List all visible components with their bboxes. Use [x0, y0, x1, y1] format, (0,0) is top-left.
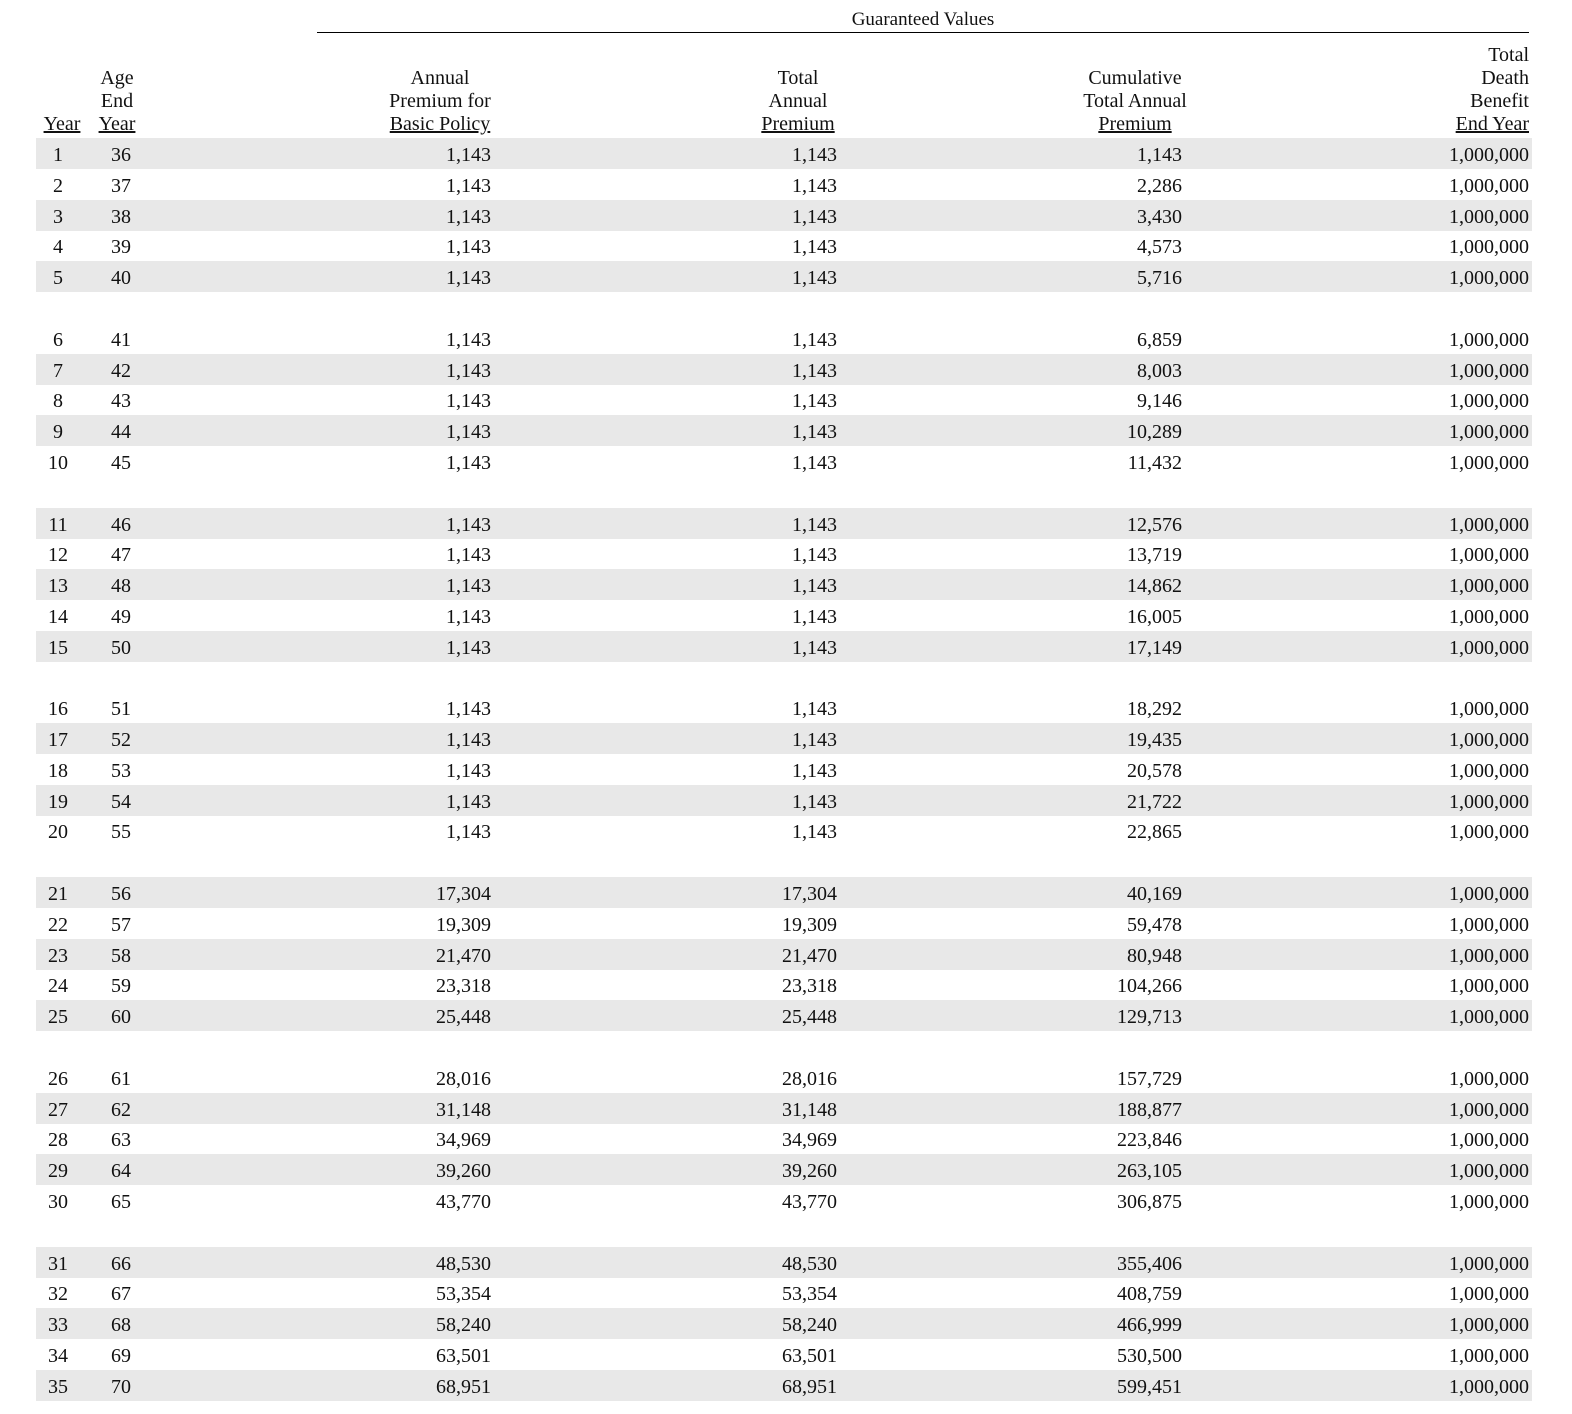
cell-age-end-year: 56 — [111, 883, 131, 905]
table-row — [36, 908, 1532, 939]
cell-year: 10 — [48, 451, 68, 474]
cell-total-death-benefit: 1,000,000 — [1449, 236, 1529, 259]
cell-total-death-benefit: 1,000,000 — [1449, 1252, 1529, 1275]
table-row — [36, 200, 1532, 231]
cell-age-end-year: 43 — [111, 390, 131, 413]
cell-total-death-benefit: 1,000,000 — [1449, 1129, 1529, 1152]
cell-annual-premium-basic: 17,304 — [436, 883, 491, 905]
cell-year: 8 — [53, 390, 63, 413]
cell-total-death-benefit: 1,000,000 — [1449, 575, 1529, 597]
cell-total-annual-premium: 1,143 — [792, 421, 837, 443]
cell-total-death-benefit: 1,000,000 — [1449, 944, 1529, 967]
cell-cumulative-premium: 21,722 — [1127, 790, 1182, 813]
cell-year: 21 — [48, 883, 68, 905]
cell-total-annual-premium: 1,143 — [792, 267, 837, 289]
col-header-total-annual-premium — [743, 40, 853, 136]
cell-year: 5 — [53, 267, 63, 289]
cell-total-death-benefit: 1,000,000 — [1449, 1006, 1529, 1028]
cell-total-annual-premium: 1,143 — [792, 636, 837, 659]
cell-age-end-year: 50 — [111, 636, 131, 659]
cell-cumulative-premium: 157,729 — [1117, 1067, 1182, 1090]
cell-cumulative-premium: 14,862 — [1127, 575, 1182, 597]
cell-age-end-year: 57 — [111, 913, 131, 936]
cell-year: 34 — [48, 1344, 68, 1367]
cell-annual-premium-basic: 1,143 — [446, 821, 491, 844]
cell-year: 1 — [53, 144, 63, 166]
table-row — [36, 754, 1532, 785]
cell-year: 22 — [48, 913, 68, 936]
cell-annual-premium-basic: 1,143 — [446, 575, 491, 597]
cell-year: 25 — [48, 1006, 68, 1028]
cell-annual-premium-basic: 19,309 — [436, 913, 491, 936]
cell-year: 32 — [48, 1283, 68, 1306]
col-header-death-line: Total — [1488, 44, 1529, 66]
cell-total-death-benefit: 1,000,000 — [1449, 1283, 1529, 1306]
cell-year: 13 — [48, 575, 68, 597]
cell-cumulative-premium: 1,143 — [1137, 144, 1182, 166]
cell-total-annual-premium: 1,143 — [792, 451, 837, 474]
cell-total-death-benefit: 1,000,000 — [1449, 1344, 1529, 1367]
cell-annual-premium-basic: 1,143 — [446, 144, 491, 166]
cell-cumulative-premium: 6,859 — [1137, 328, 1182, 351]
cell-annual-premium-basic: 1,143 — [446, 698, 491, 721]
cell-cumulative-premium: 22,865 — [1127, 821, 1182, 844]
cell-annual-premium-basic: 43,770 — [436, 1190, 491, 1213]
cell-total-annual-premium: 1,143 — [792, 790, 837, 813]
cell-total-death-benefit: 1,000,000 — [1449, 144, 1529, 166]
cell-age-end-year: 61 — [111, 1067, 131, 1090]
cell-age-end-year: 48 — [111, 575, 131, 597]
cell-cumulative-premium: 20,578 — [1127, 759, 1182, 782]
table-row — [36, 230, 1532, 261]
table-row — [36, 138, 1532, 169]
cell-cumulative-premium: 466,999 — [1117, 1314, 1182, 1336]
cell-cumulative-premium: 306,875 — [1117, 1190, 1182, 1213]
cell-annual-premium-basic: 39,260 — [436, 1160, 491, 1182]
col-header-death-line: Benefit — [1470, 90, 1529, 112]
cell-annual-premium-basic: 58,240 — [436, 1314, 491, 1336]
cell-year: 14 — [48, 605, 68, 628]
cell-annual-premium-basic: 1,143 — [446, 236, 491, 259]
cell-total-annual-premium: 19,309 — [782, 913, 837, 936]
col-header-year-line: Year — [43, 113, 81, 135]
table-row — [36, 1123, 1532, 1154]
cell-total-annual-premium: 1,143 — [792, 390, 837, 413]
cell-year: 4 — [53, 236, 63, 259]
cell-annual-premium-basic: 1,143 — [446, 421, 491, 443]
table-row — [36, 1185, 1532, 1216]
cell-year: 30 — [48, 1190, 68, 1213]
cell-total-annual-premium: 1,143 — [792, 729, 837, 751]
cell-total-annual-premium: 53,354 — [782, 1283, 837, 1306]
cell-total-annual-premium: 28,016 — [782, 1067, 837, 1090]
cell-total-death-benefit: 1,000,000 — [1449, 759, 1529, 782]
col-header-cumulative-line: Cumulative — [1088, 67, 1182, 89]
cell-total-death-benefit: 1,000,000 — [1449, 975, 1529, 998]
cell-cumulative-premium: 40,169 — [1127, 883, 1182, 905]
cell-total-death-benefit: 1,000,000 — [1449, 729, 1529, 751]
cell-total-death-benefit: 1,000,000 — [1449, 790, 1529, 813]
cell-age-end-year: 65 — [111, 1190, 131, 1213]
cell-age-end-year: 40 — [111, 267, 131, 289]
table-row — [36, 446, 1532, 477]
cell-cumulative-premium: 188,877 — [1117, 1098, 1182, 1121]
cell-annual-premium-basic: 34,969 — [436, 1129, 491, 1152]
cell-total-death-benefit: 1,000,000 — [1449, 174, 1529, 197]
table-row — [36, 508, 1532, 539]
cell-total-death-benefit: 1,000,000 — [1449, 821, 1529, 844]
cell-year: 35 — [48, 1375, 68, 1398]
cell-age-end-year: 47 — [111, 544, 131, 567]
cell-cumulative-premium: 4,573 — [1137, 236, 1182, 259]
col-header-total-line: Premium — [761, 113, 835, 135]
cell-annual-premium-basic: 1,143 — [446, 267, 491, 289]
cell-total-death-benefit: 1,000,000 — [1449, 205, 1529, 228]
cell-annual-premium-basic: 53,354 — [436, 1283, 491, 1306]
cell-cumulative-premium: 10,289 — [1127, 421, 1182, 443]
col-header-cumulative-line: Total Annual — [1083, 90, 1187, 112]
cell-annual-premium-basic: 1,143 — [446, 544, 491, 567]
col-header-total-line: Total — [777, 67, 819, 89]
cell-total-annual-premium: 23,318 — [782, 975, 837, 998]
table-row — [36, 384, 1532, 415]
cell-total-annual-premium: 1,143 — [792, 144, 837, 166]
cell-cumulative-premium: 17,149 — [1127, 636, 1182, 659]
table-row — [36, 723, 1532, 754]
table-row — [36, 1247, 1532, 1278]
cell-total-annual-premium: 25,448 — [782, 1006, 837, 1028]
cell-total-death-benefit: 1,000,000 — [1449, 451, 1529, 474]
cell-age-end-year: 45 — [111, 451, 131, 474]
cell-cumulative-premium: 16,005 — [1127, 605, 1182, 628]
col-header-age-line: Year — [98, 113, 136, 135]
cell-annual-premium-basic: 68,951 — [436, 1375, 491, 1398]
cell-annual-premium-basic: 48,530 — [436, 1252, 491, 1275]
cell-age-end-year: 38 — [111, 205, 131, 228]
cell-total-death-benefit: 1,000,000 — [1449, 513, 1529, 536]
cell-cumulative-premium: 129,713 — [1117, 1006, 1182, 1028]
table-row — [36, 569, 1532, 600]
cell-annual-premium-basic: 1,143 — [446, 359, 491, 382]
cell-total-death-benefit: 1,000,000 — [1449, 1160, 1529, 1182]
cell-total-death-benefit: 1,000,000 — [1449, 544, 1529, 567]
table-row — [36, 785, 1532, 816]
cell-age-end-year: 53 — [111, 759, 131, 782]
cell-total-annual-premium: 1,143 — [792, 544, 837, 567]
cell-annual-premium-basic: 25,448 — [436, 1006, 491, 1028]
cell-total-death-benefit: 1,000,000 — [1449, 1190, 1529, 1213]
col-header-death-line: End Year — [1455, 113, 1529, 135]
cell-age-end-year: 60 — [111, 1006, 131, 1028]
cell-annual-premium-basic: 1,143 — [446, 328, 491, 351]
cell-age-end-year: 37 — [111, 174, 131, 197]
cell-total-death-benefit: 1,000,000 — [1449, 698, 1529, 721]
cell-annual-premium-basic: 1,143 — [446, 205, 491, 228]
cell-age-end-year: 70 — [111, 1375, 131, 1398]
cell-cumulative-premium: 408,759 — [1117, 1283, 1182, 1306]
cell-age-end-year: 54 — [111, 790, 131, 813]
table-row — [36, 631, 1532, 662]
col-header-premium-line: Basic Policy — [389, 113, 491, 135]
cell-age-end-year: 58 — [111, 944, 131, 967]
cell-year: 11 — [48, 513, 68, 536]
cell-year: 20 — [48, 821, 68, 844]
cell-age-end-year: 64 — [111, 1160, 131, 1182]
cell-year: 18 — [48, 759, 68, 782]
cell-year: 33 — [48, 1314, 68, 1336]
table-row — [36, 939, 1532, 970]
cell-cumulative-premium: 13,719 — [1127, 544, 1182, 567]
col-header-age-line: End — [100, 90, 134, 112]
cell-cumulative-premium: 599,451 — [1117, 1375, 1182, 1398]
cell-age-end-year: 63 — [111, 1129, 131, 1152]
cell-total-annual-premium: 48,530 — [782, 1252, 837, 1275]
cell-year: 12 — [48, 544, 68, 567]
cell-total-death-benefit: 1,000,000 — [1449, 1314, 1529, 1336]
table-row — [36, 1062, 1532, 1093]
cell-year: 9 — [53, 421, 63, 443]
cell-cumulative-premium: 5,716 — [1137, 267, 1182, 289]
cell-total-death-benefit: 1,000,000 — [1449, 421, 1529, 443]
cell-cumulative-premium: 19,435 — [1127, 729, 1182, 751]
cell-total-annual-premium: 1,143 — [792, 605, 837, 628]
table-row — [36, 1277, 1532, 1308]
cell-total-annual-premium: 58,240 — [782, 1314, 837, 1336]
table-row — [36, 1308, 1532, 1339]
cell-total-annual-premium: 1,143 — [792, 575, 837, 597]
cell-year: 19 — [48, 790, 68, 813]
cell-total-death-benefit: 1,000,000 — [1449, 605, 1529, 628]
table-row — [36, 354, 1532, 385]
table-row — [36, 969, 1532, 1000]
cell-annual-premium-basic: 1,143 — [446, 605, 491, 628]
cell-year: 28 — [48, 1129, 68, 1152]
cell-cumulative-premium: 8,003 — [1137, 359, 1182, 382]
cell-total-death-benefit: 1,000,000 — [1449, 913, 1529, 936]
col-header-annual-premium-basic — [372, 40, 508, 136]
cell-total-annual-premium: 17,304 — [782, 883, 837, 905]
cell-total-annual-premium: 68,951 — [782, 1375, 837, 1398]
cell-total-death-benefit: 1,000,000 — [1449, 1375, 1529, 1398]
cell-annual-premium-basic: 1,143 — [446, 729, 491, 751]
cell-cumulative-premium: 11,432 — [1127, 451, 1182, 474]
cell-total-annual-premium: 1,143 — [792, 759, 837, 782]
col-header-premium-line: Annual — [410, 67, 470, 89]
cell-cumulative-premium: 12,576 — [1127, 513, 1182, 536]
cell-total-annual-premium: 1,143 — [792, 821, 837, 844]
cell-cumulative-premium: 9,146 — [1137, 390, 1182, 413]
cell-cumulative-premium: 59,478 — [1127, 913, 1182, 936]
col-header-total-line: Annual — [768, 90, 828, 112]
cell-total-death-benefit: 1,000,000 — [1449, 359, 1529, 382]
cell-annual-premium-basic: 1,143 — [446, 513, 491, 536]
cell-annual-premium-basic: 23,318 — [436, 975, 491, 998]
table-row — [36, 815, 1532, 846]
col-header-death-line: Death — [1481, 67, 1529, 89]
cell-year: 7 — [53, 359, 63, 382]
cell-total-annual-premium: 1,143 — [792, 698, 837, 721]
cell-age-end-year: 49 — [111, 605, 131, 628]
cell-total-death-benefit: 1,000,000 — [1449, 390, 1529, 413]
cell-annual-premium-basic: 1,143 — [446, 636, 491, 659]
cell-total-annual-premium: 34,969 — [782, 1129, 837, 1152]
cell-year: 16 — [48, 698, 68, 721]
table-row — [36, 692, 1532, 723]
cell-year: 17 — [48, 729, 68, 751]
cell-annual-premium-basic: 1,143 — [446, 174, 491, 197]
table-row — [36, 877, 1532, 908]
cell-annual-premium-basic: 1,143 — [446, 390, 491, 413]
cell-total-death-benefit: 1,000,000 — [1449, 267, 1529, 289]
table-row — [36, 1154, 1532, 1185]
cell-total-death-benefit: 1,000,000 — [1449, 636, 1529, 659]
cell-age-end-year: 55 — [111, 821, 131, 844]
cell-cumulative-premium: 2,286 — [1137, 174, 1182, 197]
cell-age-end-year: 42 — [111, 359, 131, 382]
cell-total-annual-premium: 1,143 — [792, 328, 837, 351]
cell-annual-premium-basic: 1,143 — [446, 759, 491, 782]
cell-age-end-year: 66 — [111, 1252, 131, 1275]
cell-total-annual-premium: 1,143 — [792, 174, 837, 197]
cell-year: 23 — [48, 944, 68, 967]
cell-age-end-year: 36 — [111, 144, 131, 166]
cell-annual-premium-basic: 1,143 — [446, 451, 491, 474]
cell-year: 2 — [53, 174, 63, 197]
cell-cumulative-premium: 223,846 — [1117, 1129, 1182, 1152]
cell-year: 29 — [48, 1160, 68, 1182]
cell-year: 15 — [48, 636, 68, 659]
table-row — [36, 1093, 1532, 1124]
cell-total-annual-premium: 1,143 — [792, 359, 837, 382]
cell-age-end-year: 59 — [111, 975, 131, 998]
cell-year: 3 — [53, 205, 63, 228]
cell-total-annual-premium: 39,260 — [782, 1160, 837, 1182]
cell-total-annual-premium: 1,143 — [792, 513, 837, 536]
cell-age-end-year: 41 — [111, 328, 131, 351]
cell-total-death-benefit: 1,000,000 — [1449, 883, 1529, 905]
table-row — [36, 600, 1532, 631]
cell-age-end-year: 69 — [111, 1344, 131, 1367]
col-header-age — [92, 40, 142, 136]
cell-total-annual-premium: 31,148 — [782, 1098, 837, 1121]
cell-age-end-year: 39 — [111, 236, 131, 259]
cell-age-end-year: 67 — [111, 1283, 131, 1306]
cell-cumulative-premium: 18,292 — [1127, 698, 1182, 721]
cell-age-end-year: 44 — [111, 421, 131, 443]
cell-annual-premium-basic: 21,470 — [436, 944, 491, 967]
cell-annual-premium-basic: 28,016 — [436, 1067, 491, 1090]
cell-cumulative-premium: 3,430 — [1137, 205, 1182, 228]
cell-total-annual-premium: 1,143 — [792, 236, 837, 259]
table-row — [36, 415, 1532, 446]
table-row — [36, 323, 1532, 354]
col-header-cumulative-premium — [1060, 40, 1210, 136]
cell-total-death-benefit: 1,000,000 — [1449, 328, 1529, 351]
col-header-cumulative-line: Premium — [1098, 113, 1172, 135]
cell-age-end-year: 68 — [111, 1314, 131, 1336]
table-row — [36, 1370, 1532, 1401]
table-row — [36, 1339, 1532, 1370]
cell-age-end-year: 46 — [111, 513, 131, 536]
cell-total-annual-premium: 43,770 — [782, 1190, 837, 1213]
col-header-year — [36, 40, 88, 136]
cell-age-end-year: 62 — [111, 1098, 131, 1121]
cell-total-annual-premium: 21,470 — [782, 944, 837, 967]
cell-cumulative-premium: 530,500 — [1117, 1344, 1182, 1367]
cell-year: 27 — [48, 1098, 68, 1121]
cell-total-death-benefit: 1,000,000 — [1449, 1098, 1529, 1121]
col-header-premium-line: Premium for — [389, 90, 491, 112]
table-row — [36, 1000, 1532, 1031]
table-row — [36, 261, 1532, 292]
cell-cumulative-premium: 80,948 — [1127, 944, 1182, 967]
cell-cumulative-premium: 104,266 — [1117, 975, 1182, 998]
table-row — [36, 538, 1532, 569]
cell-annual-premium-basic: 63,501 — [436, 1344, 491, 1367]
cell-total-death-benefit: 1,000,000 — [1449, 1067, 1529, 1090]
cell-age-end-year: 51 — [111, 698, 131, 721]
cell-year: 31 — [48, 1252, 68, 1275]
cell-year: 6 — [53, 328, 63, 351]
table-row — [36, 169, 1532, 200]
cell-year: 26 — [48, 1067, 68, 1090]
cell-cumulative-premium: 263,105 — [1117, 1160, 1182, 1182]
cell-total-annual-premium: 63,501 — [782, 1344, 837, 1367]
col-header-total-death-benefit — [1409, 40, 1529, 136]
guaranteed-values-header: Guaranteed Values — [317, 8, 1529, 33]
cell-cumulative-premium: 355,406 — [1117, 1252, 1182, 1275]
cell-year: 24 — [48, 975, 68, 998]
cell-age-end-year: 52 — [111, 729, 131, 751]
cell-total-annual-premium: 1,143 — [792, 205, 837, 228]
col-header-age-line: Age — [100, 67, 134, 89]
cell-annual-premium-basic: 1,143 — [446, 790, 491, 813]
cell-annual-premium-basic: 31,148 — [436, 1098, 491, 1121]
